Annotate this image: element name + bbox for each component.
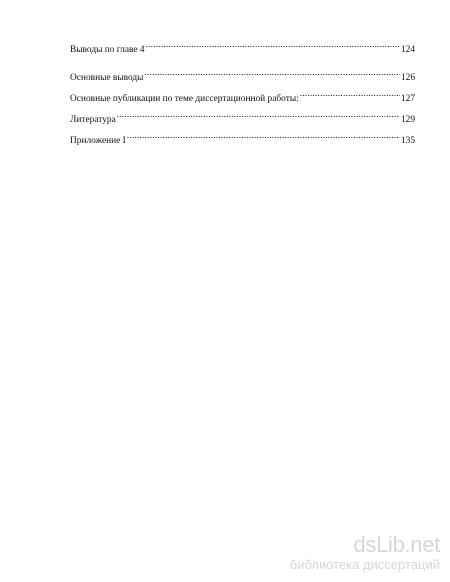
toc-entry [70, 38, 415, 55]
watermark-logo: dsLib.net [353, 532, 440, 557]
table-of-contents [70, 38, 415, 150]
toc-entry [70, 87, 415, 104]
toc-leader-dots [117, 108, 400, 122]
toc-leader-dots [127, 129, 400, 143]
toc-entry-title: Приложение I [70, 136, 126, 146]
toc-leader-dots [144, 66, 399, 80]
toc-entry-page: 124 [400, 45, 415, 55]
toc-entry [70, 66, 415, 83]
toc-entry-page: 129 [400, 115, 415, 125]
toc-entry-page: 126 [400, 73, 415, 83]
toc-entry-title: Выводы по главе 4 [70, 45, 145, 55]
toc-entry-page: 127 [400, 94, 415, 104]
toc-leader-dots [300, 87, 400, 101]
toc-entry-page: 135 [400, 136, 415, 146]
toc-entry-title: Основные выводы [70, 73, 144, 83]
toc-entry-title: Литература [70, 115, 116, 125]
toc-entry-title: Основные публикации по теме диссертационной работы: [70, 94, 299, 104]
toc-leader-dots [146, 38, 400, 52]
watermark [290, 533, 440, 572]
watermark-caption: библиотека диссертаций [289, 557, 440, 572]
toc-entry [70, 129, 415, 146]
toc-entry [70, 108, 415, 125]
